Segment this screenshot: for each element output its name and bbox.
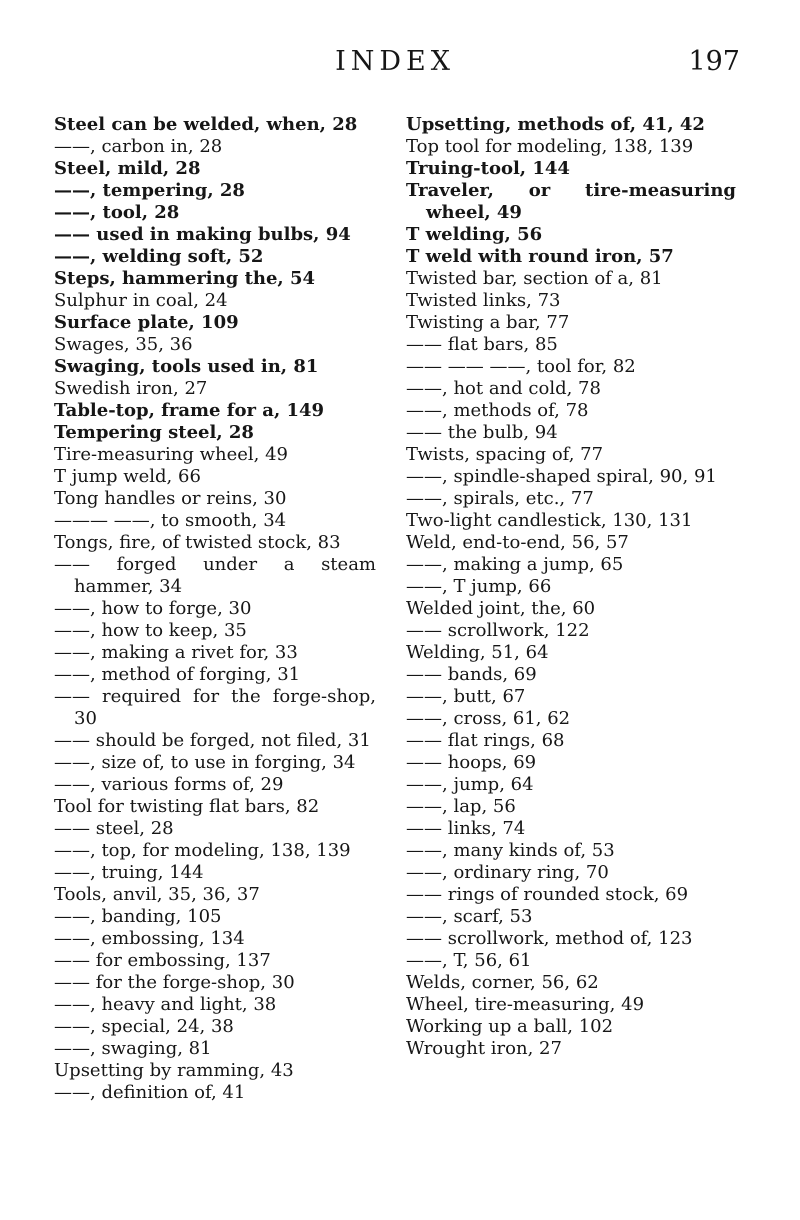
index-entry: Welds, corner, 56, 62 [406, 972, 599, 993]
index-entry: —— scrollwork, 122 [406, 620, 590, 641]
index-entry: Upsetting, methods of, 41, 42 [406, 114, 705, 135]
index-entry: ——, lap, 56 [406, 796, 516, 817]
index-entry: ——, banding, 105 [54, 906, 222, 927]
index-entry: ——, butt, 67 [406, 686, 526, 707]
index-entry: —— required for the forge-shop, 30 [54, 686, 376, 729]
index-entry: ——— ——, to smooth, 34 [54, 510, 287, 531]
index-entry: Tempering steel, 28 [54, 422, 254, 443]
index-entry: —— used in making bulbs, 94 [54, 224, 351, 245]
index-entry: Traveler, or tire-measuring wheel, 49 [406, 180, 736, 223]
index-entry: T welding, 56 [406, 224, 543, 245]
index-column-left [54, 114, 376, 1104]
index-entry: ——, many kinds of, 53 [406, 840, 615, 861]
index-entry: Wheel, tire-measuring, 49 [406, 994, 645, 1015]
index-entry: Tongs, fire, of twisted stock, 83 [54, 532, 341, 553]
index-entry: ——, methods of, 78 [406, 400, 589, 421]
index-entry: Twists, spacing of, 77 [406, 444, 604, 465]
index-entry: —— rings of rounded stock, 69 [406, 884, 689, 905]
index-entry: —— should be forged, not filed, 31 [54, 730, 371, 751]
index-entry: ——, making a rivet for, 33 [54, 642, 298, 663]
page-number: 197 [688, 46, 740, 77]
index-entry: —— flat bars, 85 [406, 334, 558, 355]
index-entry: Twisted bar, section of a, 81 [406, 268, 663, 289]
index-entry: ——, scarf, 53 [406, 906, 533, 927]
index-entry: Welded joint, the, 60 [406, 598, 596, 619]
index-entry: ——, special, 24, 38 [54, 1016, 234, 1037]
index-entry: Steel can be welded, when, 28 [54, 114, 358, 135]
page-heading: INDEX [335, 46, 455, 77]
index-entry: ——, how to forge, 30 [54, 598, 252, 619]
index-entry: Two-light candlestick, 130, 131 [406, 510, 693, 531]
index-entry: —— for the forge-shop, 30 [54, 972, 295, 993]
index-entry: Upsetting by ramming, 43 [54, 1060, 294, 1081]
index-entry: —— flat rings, 68 [406, 730, 565, 751]
index-entry: Working up a ball, 102 [406, 1016, 614, 1037]
index-entry: ——, spirals, etc., 77 [406, 488, 594, 509]
index-entry: ——, making a jump, 65 [406, 554, 624, 575]
index-entry: ——, top, for modeling, 138, 139 [54, 840, 351, 861]
index-entry: Steps, hammering the, 54 [54, 268, 316, 289]
index-entry: —— —— ——, tool for, 82 [406, 356, 636, 377]
index-entry: ——, size of, to use in forging, 34 [54, 752, 356, 773]
index-entry: Top tool for modeling, 138, 139 [406, 136, 694, 157]
index-entry: Weld, end-to-end, 56, 57 [406, 532, 629, 553]
index-entry: ——, tempering, 28 [54, 180, 245, 201]
index-entry: —— forged under a steam hammer, 34 [54, 554, 376, 597]
index-entry: —— bands, 69 [406, 664, 537, 685]
index-entry: Sulphur in coal, 24 [54, 290, 228, 311]
index-entry: ——, ordinary ring, 70 [406, 862, 609, 883]
index-entry: Swages, 35, 36 [54, 334, 193, 355]
index-entry: ——, welding soft, 52 [54, 246, 264, 267]
index-entry: Tire-measuring wheel, 49 [54, 444, 288, 465]
index-entry: ——, how to keep, 35 [54, 620, 247, 641]
index-entry: —— steel, 28 [54, 818, 174, 839]
index-entry: ——, T jump, 66 [406, 576, 552, 597]
index-entry: —— hoops, 69 [406, 752, 537, 773]
index-entry: —— the bulb, 94 [406, 422, 558, 443]
index-entry: —— for embossing, 137 [54, 950, 271, 971]
index-entry: ——, carbon in, 28 [54, 136, 223, 157]
index-entry: ——, heavy and light, 38 [54, 994, 277, 1015]
index-entry: ——, hot and cold, 78 [406, 378, 601, 399]
index-column-right [406, 114, 736, 1060]
index-entry: ——, method of forging, 31 [54, 664, 301, 685]
index-entry: Surface plate, 109 [54, 312, 239, 333]
index-entry: ——, tool, 28 [54, 202, 180, 223]
index-entry: Twisting a bar, 77 [406, 312, 570, 333]
index-entry: Tool for twisting flat bars, 82 [54, 796, 320, 817]
index-entry: T weld with round iron, 57 [406, 246, 674, 267]
index-entry: Tools, anvil, 35, 36, 37 [54, 884, 260, 905]
index-entry: Truing-tool, 144 [406, 158, 570, 179]
index-entry: Tong handles or reins, 30 [54, 488, 287, 509]
index-entry: ——, swaging, 81 [54, 1038, 212, 1059]
index-entry: ——, embossing, 134 [54, 928, 245, 949]
index-entry: —— links, 74 [406, 818, 526, 839]
index-entry: ——, definition of, 41 [54, 1082, 246, 1103]
index-entry: T jump weld, 66 [54, 466, 201, 487]
index-entry: Swedish iron, 27 [54, 378, 208, 399]
index-entry: Table-top, frame for a, 149 [54, 400, 325, 421]
index-entry: Swaging, tools used in, 81 [54, 356, 319, 377]
index-entry: Welding, 51, 64 [406, 642, 549, 663]
index-entry: Twisted links, 73 [406, 290, 561, 311]
index-entry: ——, spindle-shaped spiral, 90, 91 [406, 466, 717, 487]
index-entry: —— scrollwork, method of, 123 [406, 928, 693, 949]
index-entry: Steel, mild, 28 [54, 158, 201, 179]
index-entry: ——, cross, 61, 62 [406, 708, 571, 729]
index-entry: ——, various forms of, 29 [54, 774, 284, 795]
index-entry: ——, T, 56, 61 [406, 950, 532, 971]
index-entry: ——, truing, 144 [54, 862, 204, 883]
index-entry: ——, jump, 64 [406, 774, 534, 795]
index-entry: Wrought iron, 27 [406, 1038, 562, 1059]
